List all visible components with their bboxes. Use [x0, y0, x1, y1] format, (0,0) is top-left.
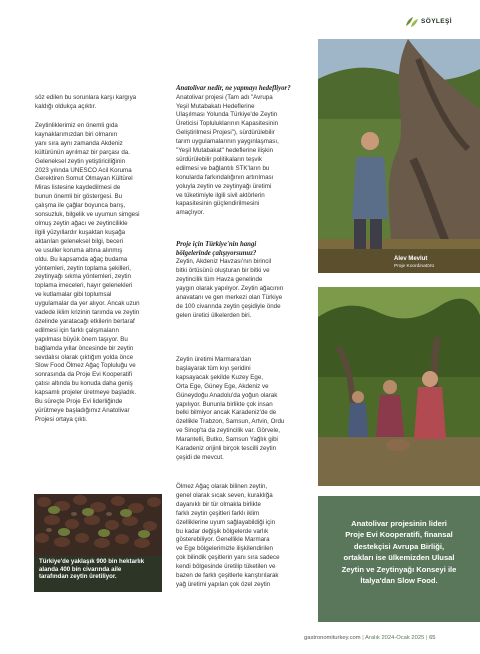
article-column-1-intro	[35, 94, 175, 112]
page-number: 65	[429, 635, 436, 641]
answer-paragraph: Zeytin, Akdeniz Havzası'nın birincil bitki örtüsünü oluşturan bir bitki ve zeytincilik tüm Havza genelinde yaygın olarak yapılıyor. Zeytin ağacının anavatanı ve gen merkezi olan Türkiye de 100 civarında zeytin çeşidiyle önde gelen üretici ülkelerden biri.	[176, 258, 284, 319]
footer-site: gastronomiturkey.com	[304, 635, 361, 641]
paragraph: Zeytinliklerimiz en önemli gıda kaynaklarımızdan biri olmanın yanı sıra aynı zamanda Akdeniz kültürünün ayrılmaz bir parçası da. Geleneksel zeytin yetiştiriciliğinin 2023 yılında UNESCO Acil Koruma Gerektiren Somut Olmayan Kültürel Miras listesine kaydedilmesi de bunun önemli bir göstergesi. Bu çalışma ile çağlar boyunca barış, sonsuzluk, bilgelik ve uyumun simgesi olmuş zeytin ağacı ve zeytincilikle ilgili yüzyıllardır kuşaktan kuşağa aktarılan geleneksel bilgi, beceri ve usuller koruma altına alınmış oldu. Bu kapsamda ağaç budama yöntemleri, zeytin toplama şekilleri, zeytinyağı sıkma yöntemleri, zeytin toplama imeceleri, hayır gelenekleri ve kutlamalar gibi toplumsal uygulamalar da yer alıyor. Ancak uzun vadede iklim krizinin tarımda ve zeytin özelinde yaratacağı etkilerin bertaraf edilmesi için farklı çalışmaların yapılması büyük önem taşıyor. Bu bağlamda yıllar öncesinde bir zeytin sevdalısı olarak çıktığım yolda önce Slow Food Ölmez Ağaç Topluluğu ve sonrasında da Proje Evi Kooperatifi çatısı altında bu konuda daha geniş kapsamlı projeler üretmeye başladık. Bu süreçte Proje Evi liderliğinde yürütmeye başladığımız Anatolivar Projesi ortaya çıktı.	[35, 122, 140, 423]
person-role: Proje Koordinatörü	[394, 264, 434, 269]
answer-paragraph: Anatolivar projesi (Tam adı "Avrupa Yeşil Mutabakatı Hedeflerine Ulaşılması Yolunda Türkiye'de Zeytin Üreticisi Topluluklarının Kapasitesinin Geliştirilmesi Projesi"), sürdürülebilir tarım uygulamalarının yaygınlaşması, "Yeşil Mutabakat" hedeflerine ilişkin sürdürülebilir politikaların teşvik edilmesi ve bağlantılı STK'ların bu konularda farkındalığının artırılması yoluyla zeytin ve zeytinyağı üretimi ve tüketimiyle ilgili sivil aktörlerin kapasitesinin güçlendirilmesini amaçlıyor.	[176, 93, 279, 217]
footer-separator: |	[425, 635, 430, 641]
person-name: Alev Mevlut	[394, 256, 428, 262]
paragraph: Zeytin üretimi Marmara'dan başlayarak tüm kıyı şeridini kapsayacak şekilde Kuzey Ege, Orta Ege, Güney Ege, Akdeniz ve Güneydoğu Anadolu'da yoğun olarak yapılıyor. Bununla birlikte çok insan belki bilmiyor ancak Karadeniz'de de özellikle Trabzon, Samsun, Artvin, Ordu ve Sinop'ta da zeytincilik var. Görvele, Marantelli, Butko, Samsun Yağlık gibi Karadeniz orijinli birçok tescilli zeytin çeşidi de mevcut.	[176, 356, 285, 461]
answer-paragraph-varieties	[176, 483, 314, 590]
page-footer	[304, 635, 436, 641]
interview-question-2	[176, 241, 314, 321]
paragraph: söz edilen bu sorunlara karşı kargıya kaldığı oldukça açıktır.	[35, 94, 137, 110]
interview-question-1	[176, 85, 314, 218]
photo-caption: Türkiye'de yaklaşık 900 bin hektarlık alanda 400 bin civarında aile tarafından zeytin üretiliyor.	[39, 558, 145, 581]
section-label: SÖYLEŞİ	[421, 18, 452, 25]
footer-separator: |	[362, 635, 366, 641]
question-heading: Proje için Türkiye'nin hangi bölgelerinde çalışıyorsunuz?	[176, 241, 257, 257]
person-by-olive-tree-photo	[318, 39, 480, 273]
olive-harvest-photo	[318, 287, 480, 486]
paragraph: Ölmez Ağaç olarak bilinen zeytin, genel olarak sıcak seven, kuraklığa dayanıklı bir tür olmakla birlikte farklı zeytin çeşitleri farklı iklim özelliklerine uyum sağlayabildiği için bu kadar değişik bölgelerde varlık gösterebiliyor. Genellikle Marmara ve Ege bölgelerimizle ilişkilendirilen çok bilindik çeşitlerin yanı sıra sadece kendi bölgesinde üretilip tüketilen ve bazen de farklı çeşitlerle karıştırılarak yağ üretimi yapılan çok özel zeytin	[176, 483, 280, 588]
pull-quote-text: Anatolivar projesinin lideri Proje Evi Kooperatifi, finansal destekçisi Avrupa Birliği, ortakları ise ülkemizden Ulusal Zeytin ve Zeytinyağı Konseyi ile İtalya'dan Slow Food.	[341, 519, 457, 586]
gastronomi-leaf-logo-icon	[405, 16, 419, 28]
question-heading: Anatolivar nedir, ne yapmayı hedefliyor?	[176, 85, 291, 92]
article-column-1-body	[35, 122, 175, 425]
footer-date: Aralık 2024-Ocak 2025	[365, 635, 425, 641]
answer-paragraph-regions	[176, 356, 314, 463]
